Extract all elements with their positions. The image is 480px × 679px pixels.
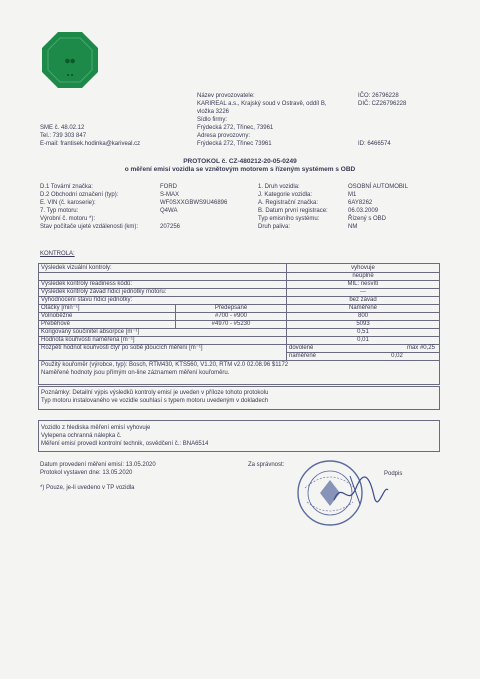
vehicle-field-value: WF0SXXGBWS9U46896 bbox=[160, 200, 228, 206]
ico: IČO: 26796228 bbox=[358, 93, 399, 99]
control-row-value: MIL: nesvítí bbox=[347, 281, 379, 287]
signature-label: Podpis bbox=[384, 471, 403, 477]
footnote: *) Pouze, je-li uvedeno v TP vozidla bbox=[40, 485, 135, 491]
vehicle-field-value: NM bbox=[348, 224, 358, 230]
smoke-row-value: 0,01 bbox=[357, 337, 369, 343]
control-row-value: --- bbox=[360, 289, 366, 295]
dic: DIČ: CZ26796228 bbox=[358, 101, 407, 107]
operator-name: KARIREAL a.s., Krajský soud v Ostravě, oddíl B, bbox=[197, 101, 327, 107]
date-measured: Datum provedení měření emisí: 13.05.2020 bbox=[40, 462, 156, 468]
vehicle-field-label: A. Registrační značka: bbox=[258, 200, 319, 206]
notes-line-2: Typ motoru instalovaného ve vozidle souhlasí s typem motoru uvedeným v dokladech bbox=[41, 398, 269, 404]
spread-row bbox=[39, 344, 439, 361]
control-row-label: Vyhodnocení stavu řídicí jednotky: bbox=[41, 297, 133, 303]
control-row-label: Výsledek vizuální kontroly: bbox=[41, 265, 112, 271]
device-note: Použitý kouřoměr (výrobce, typ): Bosch, RTM430, KTS560, V1.20, RTM v2.0 02.08.96 $1172 bbox=[41, 362, 289, 368]
control-row-value: vyhovuje bbox=[351, 265, 375, 271]
spread-allowed-value: max #0,25 bbox=[406, 345, 435, 351]
smoke-row-value: 0,51 bbox=[357, 329, 369, 335]
vehicle-field-label: Druh paliva: bbox=[258, 224, 291, 230]
phone: Tel.: 739 303 847 bbox=[40, 133, 87, 139]
vehicle-field-label: B. Datum první registrace: bbox=[258, 208, 328, 214]
vehicle-field-value: 6AY8262 bbox=[348, 200, 373, 206]
vehicle-field-label: E. VIN (č. karoserie): bbox=[40, 200, 96, 206]
spread-allowed-label: dovolené bbox=[289, 345, 314, 351]
vehicle-field-label: Výrobní č. motoru *): bbox=[40, 216, 96, 222]
vehicle-field-value: Q4WA bbox=[160, 208, 178, 214]
svg-text:⬢⬢: ⬢⬢ bbox=[64, 58, 76, 65]
vehicle-field-value: OSOBNÍ AUTOMOBIL bbox=[348, 184, 408, 190]
smoke-row-label: Korigovaný součinitel absorpce [m⁻¹] bbox=[41, 329, 140, 335]
branch-address: Frýdecká 272, Třinec 73961 bbox=[197, 141, 272, 147]
rpm-row-value: Naměřené bbox=[348, 305, 377, 311]
conclusion-line-2: Vylepena ochranná nálepka č. bbox=[41, 433, 122, 439]
rpm-row-value: 5093 bbox=[356, 321, 370, 327]
rpm-row-value: 800 bbox=[357, 313, 368, 319]
spread-measured-value: 0,02 bbox=[391, 353, 403, 359]
seat-label: Sídlo firmy: bbox=[197, 117, 228, 123]
control-row-value: bez závad bbox=[349, 297, 377, 303]
conclusion-box bbox=[38, 420, 440, 452]
notes-box bbox=[38, 386, 440, 410]
operator-label: Název provozovatele: bbox=[197, 93, 255, 99]
vehicle-field-value: 06.03.2009 bbox=[348, 208, 379, 214]
vehicle-field-label: J. Kategorie vozidla: bbox=[258, 192, 313, 198]
rpm-row-label: Přeběhové bbox=[41, 321, 71, 327]
vehicle-field-label: 7. Typ motoru: bbox=[40, 208, 79, 214]
vehicle-field-label: D.2 Obchodní označení (typ): bbox=[40, 192, 119, 198]
device-note-online: Naměřené hodnoty jsou přímým on-line záznamem měření kouřoměru. bbox=[41, 370, 230, 376]
id-number: ID: 6466574 bbox=[358, 141, 391, 147]
vehicle-field-value: S-MAX bbox=[160, 192, 180, 198]
conclusion-line-3: Měření emisí provedl kontrolní technik, osvědčení č.: BNA6514 bbox=[41, 441, 209, 447]
control-row-label bbox=[41, 272, 281, 280]
conclusion-line-1: Vozidlo z hlediska měření emisí vyhovuje bbox=[41, 425, 151, 431]
vehicle-field-label: 1. Druh vozidla: bbox=[258, 184, 300, 190]
rpm-row-label: Otáčky [min⁻¹] bbox=[41, 305, 80, 311]
signature-icon bbox=[330, 470, 390, 510]
sme-number: SME č. 48.02.12 bbox=[40, 125, 85, 131]
vehicle-field-value: FORD bbox=[160, 184, 177, 190]
control-row-value: neúplné bbox=[352, 273, 374, 279]
station-logo-icon bbox=[40, 30, 100, 90]
control-row-label: Výsledek kontroly readiness kódů: bbox=[41, 281, 133, 287]
control-row-label: Výsledek kontroly závad řídicí jednotky motoru: bbox=[41, 289, 167, 295]
smoke-row-label: Hodnota kouřivosti naměřená [m⁻¹] bbox=[41, 337, 135, 343]
operator-insert: vložka 3226 bbox=[197, 109, 230, 115]
rpm-row-spec: Předepsané bbox=[214, 305, 248, 311]
control-table bbox=[38, 263, 440, 385]
protocol-title: PROTOKOL č. CZ-480212-20-05-0249 bbox=[183, 158, 297, 165]
control-heading: KONTROLA: bbox=[40, 251, 75, 257]
rpm-row-spec: #700 - #900 bbox=[214, 313, 248, 319]
spread-measured-label: naměřené bbox=[289, 353, 317, 359]
spread-label: Rozpětí hodnot kouřivosti čtyř po sobě jdoucích měření [m⁻¹] bbox=[41, 345, 203, 351]
notes-line-1: Poznámky: Detailní výpis výsledků kontroly emisí je uveden v příloze tohoto protokolu bbox=[41, 390, 269, 396]
vehicle-field-value: 207256 bbox=[160, 224, 181, 230]
email: E-mail: frantisek.hodinka@kariveal.cz bbox=[40, 141, 141, 147]
rpm-row-label: Volnoběžné bbox=[41, 313, 73, 319]
date-issued: Protokol vystaven dne: 13.05.2020 bbox=[40, 470, 133, 476]
rpm-row-spec: #4970 - #5230 bbox=[211, 321, 251, 327]
seat-address: Frýdecká 272, Třinec, 73961 bbox=[197, 125, 274, 131]
vehicle-field-label: D.1 Tovární značka: bbox=[40, 184, 93, 190]
vehicle-field-label: Stav počítače ujeté vzdálenosti (km): bbox=[40, 224, 139, 230]
vehicle-field-value: Řízený s OBD bbox=[348, 216, 387, 222]
branch-label: Adresa provozovny: bbox=[197, 133, 251, 139]
vehicle-field-label: Typ emisního systému: bbox=[258, 216, 320, 222]
protocol-subtitle: o měření emisí vozidla se vznětovým motorem s řízeným systémem s OBD bbox=[124, 166, 356, 173]
correctness-label: Za správnost: bbox=[248, 462, 285, 468]
svg-text:▪ ▪: ▪ ▪ bbox=[66, 72, 74, 77]
vehicle-field-value: M1 bbox=[348, 192, 357, 198]
